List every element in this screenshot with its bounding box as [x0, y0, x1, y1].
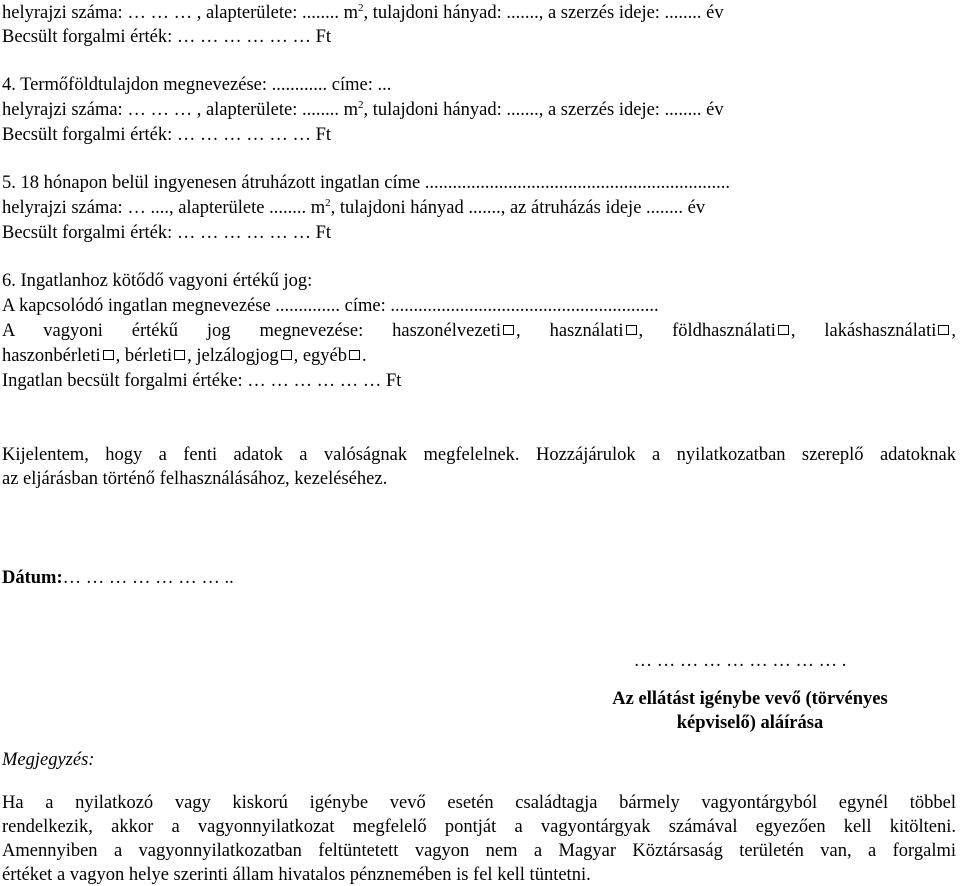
checkbox-usufruct[interactable] — [503, 325, 514, 335]
estimated-value-line-3: Becsült forgalmi érték: … … … … … … Ft — [2, 27, 332, 47]
checkbox-rent[interactable] — [174, 350, 185, 360]
right-type-line-2: haszonbérleti , bérleti , jelzálogjog , egyéb . — [2, 346, 367, 366]
note-line-2: rendelkezik, akkor a vagyonnyilatkozat megfelelő pontját a vagyontárgyak számával egyezően kell kitölteni. — [2, 817, 956, 837]
date-dots: … … … … … … … .. — [62, 568, 234, 588]
checkbox-mortgage[interactable] — [281, 350, 292, 360]
declaration-line-2: az eljárásban történő felhasználásához, kezeléséhez. — [2, 469, 388, 489]
checkbox-use[interactable] — [626, 325, 637, 335]
note-heading: Megjegyzés: — [2, 750, 95, 770]
related-property-line: A kapcsolódó ingatlan megnevezése .............. címe: .......................................................... — [2, 296, 659, 316]
parcel-number-line-3: helyrajzi száma: … … … , alapterülete: ........ $m^2$, tulajdoni hányad: ......., a szerzés ideje: ........ év — [2, 1, 724, 23]
right-type-line: A vagyoni értékű jog megnevezése: haszonélvezeti , használati , földhasználati , lakáshasználati , — [2, 321, 957, 341]
declaration-line-1: Kijelentem, hogy a fenti adatok a valóságnak megfelelnek. Hozzájárulok a nyilatkozatban szereplő adatoknak — [2, 445, 956, 465]
section-4-title: 4. Termőföldtulajdon megnevezése: ............ címe: ... — [2, 75, 392, 95]
date-label: Dátum: — [2, 568, 63, 588]
date-field[interactable] — [2, 567, 956, 589]
signature-caption-1: Az ellátást igénybe vevő (törvényes — [612, 689, 888, 709]
note-line-4: értéket a vagyon helye szerinti állam hivatalos pénznemében is fel kell tüntetni. — [2, 865, 591, 885]
checkbox-lease[interactable] — [103, 350, 114, 360]
parcel-number-line-5: helyrajzi száma: … ...., alapterülete ........ $m^2$, tulajdoni hányad ......., az átruházás ideje ........ év — [2, 196, 706, 218]
section-5-title: 5. 18 hónapon belül ingyenesen átruházott ingatlan címe .................................................................. — [2, 173, 731, 193]
checkbox-residential-use[interactable] — [938, 325, 949, 335]
checkbox-other[interactable] — [349, 350, 360, 360]
property-value-line: Ingatlan becsült forgalmi értéke: … … … … … … Ft — [2, 371, 402, 391]
checkbox-land-use[interactable] — [778, 325, 789, 335]
signature-caption-2: képviselő) aláírása — [676, 713, 824, 733]
estimated-value-line-4: Becsült forgalmi érték: … … … … … … Ft — [2, 125, 332, 145]
estimated-value-line-5: Becsült forgalmi érték: … … … … … … Ft — [2, 223, 332, 243]
section-6-title: 6. Ingatlanhoz kötődő vagyoni értékű jog: — [2, 271, 313, 291]
note-line-1: Ha a nyilatkozó vagy kiskorú igénybe vevő esetén családtagja bármely vagyontárgyból egynél többel — [2, 793, 956, 813]
note-line-3: Amennyiben a vagyonnyilatkozatban feltüntetett vagyon nem a Magyar Köztársaság területén van, a forgalmi — [2, 841, 956, 861]
signature-dots[interactable]: … … … … … … … … … . — [633, 651, 847, 671]
parcel-number-line-4: helyrajzi száma: … … … , alapterülete: ........ $m^2$, tulajdoni hányad: ......., a szerzés ideje: ........ év — [2, 98, 724, 120]
